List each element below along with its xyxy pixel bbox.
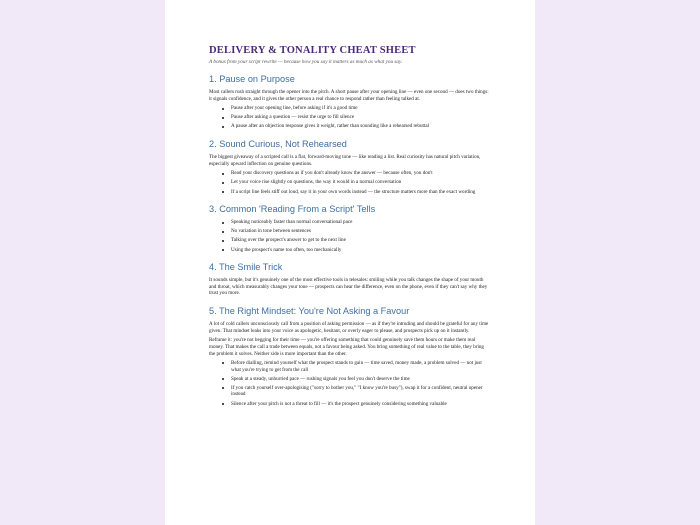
- section-heading: 4. The Smile Trick: [209, 262, 283, 273]
- bullet-item: If a script line feels stiff out loud, say it in your own words instead — the structure matters more than the exact wording: [231, 189, 489, 196]
- section-paragraph: A lot of cold callers unconsciously call from a position of asking permission — as if they're intruding and should be grateful for any time given. That mindset leaks into your voice as apologetic, hesitant, or overly eager to please, and prospects pick up on it instantly.: [209, 321, 489, 334]
- bullet-item: Speak at a steady, unhurried pace — rushing signals you feel you don't deserve the time: [231, 376, 489, 383]
- page-title: DELIVERY & TONALITY CHEAT SHEET: [209, 45, 416, 56]
- bullet-item: Using the prospect's name too often, too mechanically: [231, 247, 489, 254]
- section-heading: 3. Common 'Reading From a Script' Tells: [209, 204, 376, 215]
- section-heading: 1. Pause on Purpose: [209, 74, 295, 84]
- bullet-list: [209, 105, 489, 130]
- document-page: [165, 0, 535, 525]
- bullet-list: [209, 360, 489, 407]
- bullet-item: No variation in tone between sentences: [231, 228, 489, 235]
- bullet-item: Silence after your pitch is not a threat to fill — it's the prospect genuinely considering something valuable: [231, 401, 489, 408]
- section-pause-on-purpose: [209, 74, 489, 130]
- section-sound-curious: [209, 139, 489, 195]
- bullet-item: Speaking noticeably faster than normal conversational pace: [231, 219, 489, 226]
- section-heading: 5. The Right Mindset: You're Not Asking a Favour: [209, 306, 410, 317]
- bullet-item: Let your voice rise slightly on questions, the way it would in a normal conversation: [231, 179, 489, 186]
- bullet-item: Read your discovery questions as if you don't already know the answer — because often, you don't: [231, 170, 489, 177]
- bullet-item: A pause after an objection response gives it weight, rather than sounding like a rehearsed rebuttal: [231, 123, 489, 130]
- section-script-tells: [209, 204, 489, 253]
- bullet-item: Before dialling, remind yourself what the prospect stands to gain — time saved, money made, a problem solved — not just what you're trying to get from the call: [231, 360, 489, 373]
- bullet-item: Pause after your opening line, before asking if it's a good time: [231, 105, 489, 112]
- bullet-item: Pause after asking a question — resist the urge to fill silence: [231, 114, 489, 121]
- section-paragraph: It sounds simple, but it's genuinely one of the most effective tools in telesales: smiling while you talk changes the shape of your mouth and throat, which measurably changes your tone — prospects can hear the difference, even on the phone, even if they can't say why they trust you more.: [209, 277, 488, 297]
- section-smile-trick: [209, 262, 489, 297]
- section-right-mindset: [209, 306, 489, 407]
- section-paragraph: The biggest giveaway of a scripted call is a flat, forward-moving tone — like reading a list. Real curiosity has natural pitch variation, especially upward inflection on genuine questions.: [209, 154, 481, 167]
- page-subtitle: A bonus from your script rewrite — because how you say it matters as much as what you say.: [209, 59, 403, 65]
- bullet-list: [209, 170, 489, 195]
- bullet-list: [209, 219, 489, 253]
- bullet-item: Talking over the prospect's answer to get to the next line: [231, 237, 489, 244]
- section-paragraph: Most callers rush straight through the opener into the pitch. A short pause after your opening line — even one second — does two things: it signals confidence, and it gives the other person a real chance to respond rather than feeling talked at.: [209, 89, 489, 102]
- section-heading: 2. Sound Curious, Not Rehearsed: [209, 139, 347, 150]
- bullet-item: If you catch yourself over-apologising ("sorry to bother you," "I know you're busy"), swap it for a confident, neutral opener instead: [231, 385, 489, 398]
- section-paragraph: Reframe it: you're not begging for their time — you're offering something that could genuinely save them hours or make them real money. That makes the call a trade between equals, not a favour being asked. You bring something of real value to the table, they bring the problem it solves. Neither side is more important than the other.: [209, 337, 484, 357]
